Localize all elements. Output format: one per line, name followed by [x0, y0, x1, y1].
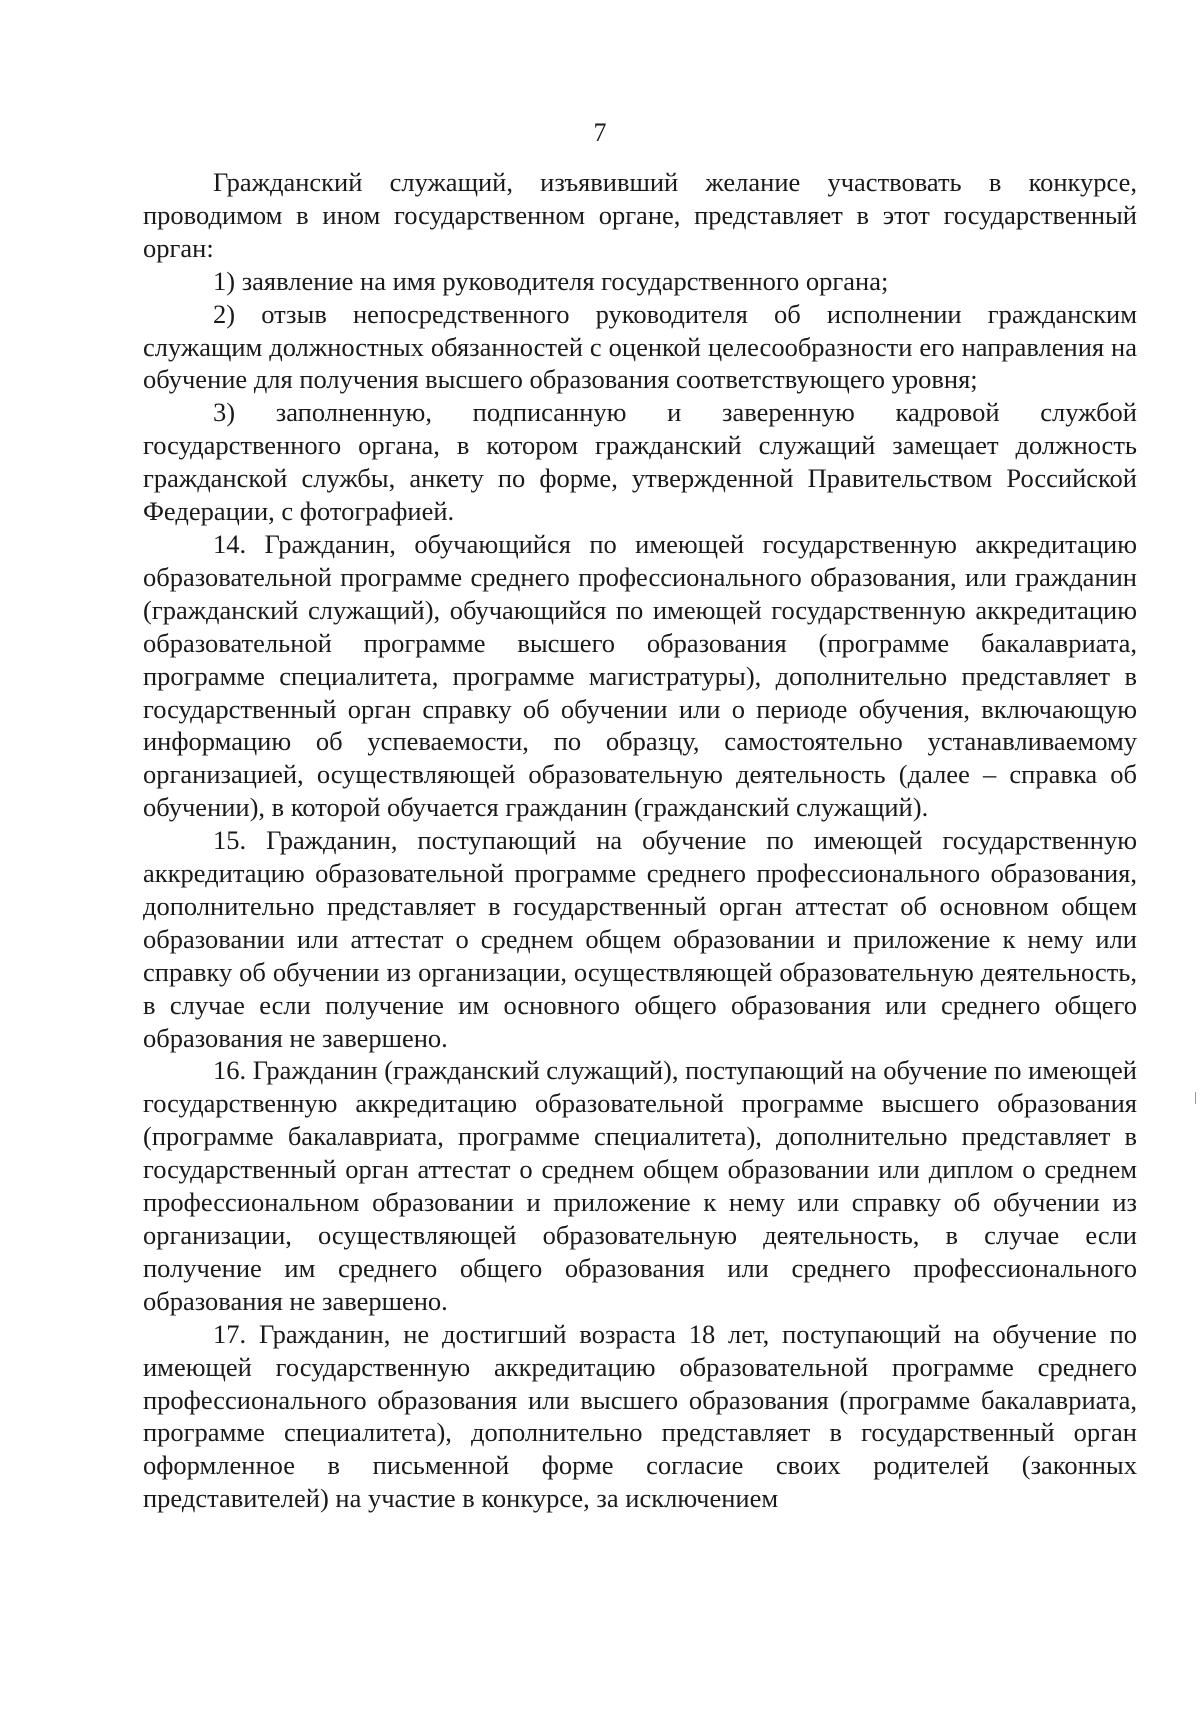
- paragraph-intro: Гражданский служащий, изъявивший желание участвовать в конкурсе, проводимом в ином государственном органе, представляет в этот государственный орган:: [143, 167, 1137, 263]
- list-item-1: 1) заявление на имя руководителя государственного органа;: [213, 265, 889, 296]
- document-body: [143, 166, 1137, 1515]
- scan-artifact: [1195, 1092, 1196, 1104]
- page-number: 7: [593, 118, 607, 147]
- list-item-3: 3) заполненную, подписанную и заверенную кадровой службой государственного органа, в котором гражданский служащий замещает должность гражданской службы, анкету по форме, утвержденной Правительством Российской Федерации, с фотографией.: [143, 397, 1137, 527]
- list-item-2: 2) отзыв непосредственного руководителя об исполнении гражданским служащим должностных обязанностей с оценкой целесообразности его направления на обучение для получения высшего образования соответствующего уровня;: [143, 298, 1137, 395]
- clause-15: 15. Гражданин, поступающий на обучение по имеющей государственную аккредитацию образовательной программе среднего профессионального образования, дополнительно представляет в государственный орган аттестат об основном общем образовании или аттестат о среднем общем образовании и приложение к нему или справку об обучении из организации, осуществляющей образовательную деятельность, в случае если получение им основного общего образования или среднего общего образования не завершено.: [143, 825, 1137, 1053]
- clause-16: 16. Гражданин (гражданский служащий), поступающий на обучение по имеющей государственную аккредитацию образовательной программе высшего образования (программе бакалавриата, программе специалитета), дополнительно представляет в государственный орган аттестат о среднем общем образовании или диплом о среднем профессиональном образовании и приложение к нему или справку об обучении из организации, осуществляющей образовательную деятельность, в случае если получение им среднего общего образования или среднего профессионального образования не завершено.: [143, 1055, 1137, 1316]
- clause-17: 17. Гражданин, не достигший возраста 18 лет, поступающий на обучение по имеющей государственную аккредитацию образовательной программе среднего профессионального образования или высшего образования (программе бакалавриата, программе специалитета), дополнительно представляет в государственный орган оформленное в письменной форме согласие своих родителей (законных представителей) на участие в конкурсе, за исключением: [143, 1318, 1137, 1514]
- clause-14: 14. Гражданин, обучающийся по имеющей государственную аккредитацию образовательной программе среднего профессионального образования, или гражданин (гражданский служащий), обучающийся по имеющей государственную аккредитацию образовательной программе высшего образования (программе бакалавриата, программе специалитета, программе магистратуры), дополнительно представляет в государственный орган справку об обучении или о периоде обучения, включающую информацию об успеваемости, по образцу, самостоятельно устанавливаемому организацией, осуществляющей образовательную деятельность (далее – справка об обучении), в которой обучается гражданин (гражданский служащий).: [143, 528, 1137, 823]
